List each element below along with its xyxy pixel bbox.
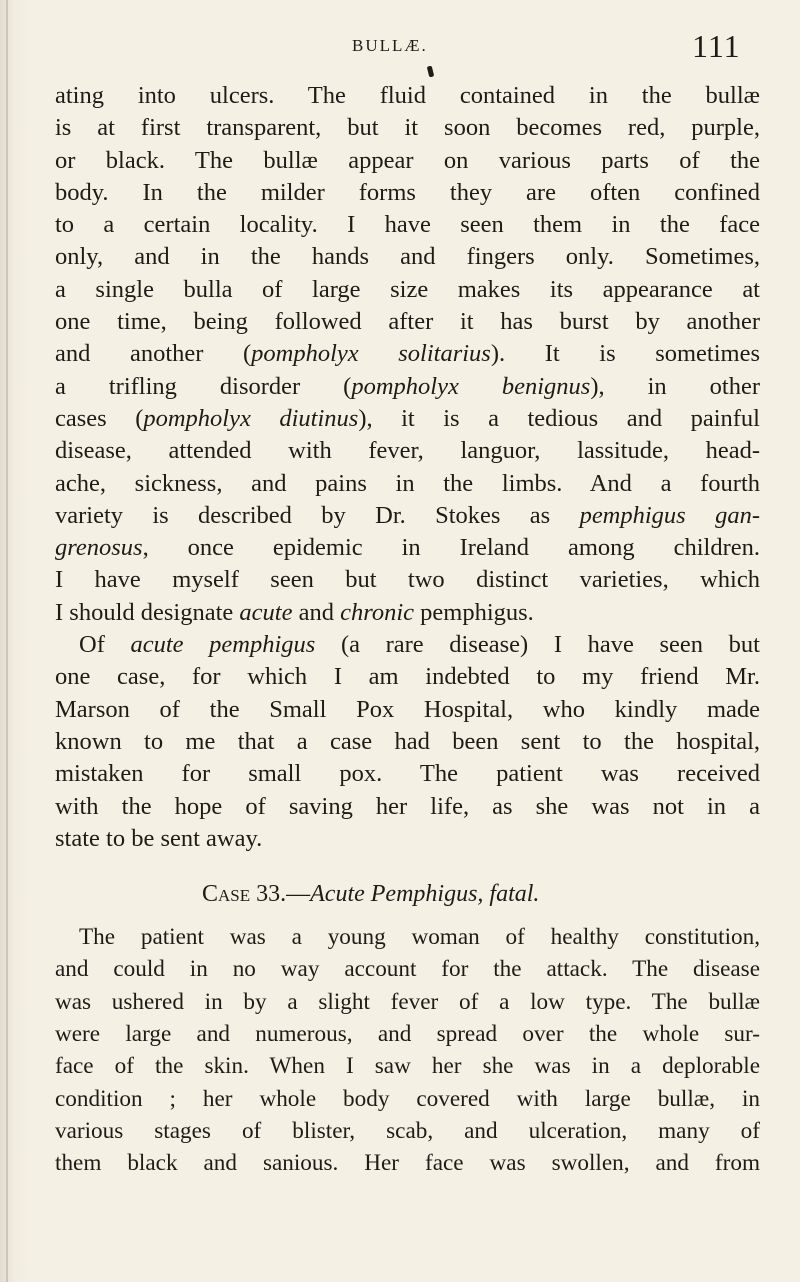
text-line: only, and in the hands and fingers only. Sometimes, <box>55 243 760 271</box>
case-report <box>55 921 760 1179</box>
text-line: The patient was a young woman of healthy constitution, <box>79 924 760 951</box>
text-line: ache, sickness, and pains in the limbs. And a fourth <box>55 469 760 497</box>
paragraph-acute-pemphigus <box>55 629 760 855</box>
text-line: disease, attended with fever, languor, lassitude, head- <box>55 437 760 465</box>
text-line <box>55 532 760 564</box>
text-run: pemphigus. <box>414 598 534 626</box>
text-line: were large and numerous, and spread over the whole sur- <box>55 1021 760 1048</box>
text-line <box>55 629 760 661</box>
text-line <box>55 371 760 403</box>
italic-term: pemphigus gan- <box>579 501 760 529</box>
text-line: or black. The bullæ appear on various parts of the <box>55 146 760 174</box>
text-line: condition ; her whole body covered with large bullæ, in <box>55 1085 760 1112</box>
case-label: Case 33. <box>202 881 287 908</box>
text-run: (a rare disease) I have seen but <box>315 631 760 659</box>
text-line <box>55 597 760 629</box>
text-line: one case, for which I am indebted to my friend Mr. <box>55 663 760 691</box>
text-line: known to me that a case had been sent to the hospital, <box>55 727 760 755</box>
text-line: state to be sent away. <box>55 824 263 852</box>
italic-term: acute pemphigus <box>130 631 316 659</box>
text-run: , once epidemic in Ireland among children. <box>142 534 760 562</box>
text-line <box>55 338 760 370</box>
text-line: mistaken for small pox. The patient was received <box>55 760 760 788</box>
text-line: body. In the milder forms they are often confined <box>55 178 760 206</box>
text-run: and another ( <box>55 340 252 368</box>
italic-term: chronic <box>340 598 415 626</box>
page-body <box>55 80 760 1180</box>
text-line: ating into ulcers. The fluid contained in the bullæ <box>55 82 760 109</box>
text-line: is at first transparent, but it soon becomes red, purple, <box>55 114 760 142</box>
running-head <box>0 28 800 78</box>
italic-term: pompholyx diutinus <box>143 404 359 432</box>
case-heading <box>55 855 760 921</box>
case-dash: — <box>286 881 311 908</box>
text-line: with the hope of saving her life, as she was not in a <box>55 792 760 820</box>
italic-term: acute <box>239 598 293 626</box>
text-line: I have myself seen but two distinct varieties, which <box>55 566 760 594</box>
text-run: variety is described by Dr. Stokes as <box>55 501 580 529</box>
case-title: Acute Pemphigus, fatal. <box>310 881 540 908</box>
text-line <box>55 403 760 435</box>
text-line: Marson of the Small Pox Hospital, who kindly made <box>55 695 760 723</box>
text-line: face of the skin. When I saw her she was in a deplorable <box>55 1053 760 1080</box>
text-line: one time, being followed after it has burst by another <box>55 308 760 336</box>
text-line <box>55 500 760 532</box>
text-line: was ushered in by a slight fever of a low type. The bullæ <box>55 988 760 1015</box>
text-run: a trifling disorder ( <box>55 372 352 400</box>
text-run: Of <box>79 631 131 659</box>
text-run: ), in other <box>590 372 760 400</box>
text-run: and <box>292 598 341 626</box>
text-line: various stages of blister, scab, and ulceration, many of <box>55 1117 760 1144</box>
paragraph-bullae-description <box>55 80 760 629</box>
text-run: cases ( <box>55 404 144 432</box>
text-line: a single bulla of large size makes its appearance at <box>55 275 760 303</box>
italic-term: pompholyx benignus <box>351 372 591 400</box>
italic-term: pompholyx solitarius <box>251 340 491 368</box>
running-head-title: BULLÆ. <box>352 36 428 55</box>
text-line: to a certain locality. I have seen them in the face <box>55 211 760 239</box>
text-run: ), it is a tedious and painful <box>358 404 760 432</box>
text-line: and could in no way account for the attack. The disease <box>55 956 760 983</box>
page-gutter-edge <box>6 0 8 1282</box>
page-number: 111 <box>692 28 741 64</box>
text-run: ). It is sometimes <box>490 340 760 368</box>
italic-term: grenosus <box>55 534 143 562</box>
text-line: them black and sanious. Her face was swollen, and from <box>55 1150 760 1177</box>
text-run: I should designate <box>55 598 240 626</box>
printer-mark <box>427 66 435 78</box>
